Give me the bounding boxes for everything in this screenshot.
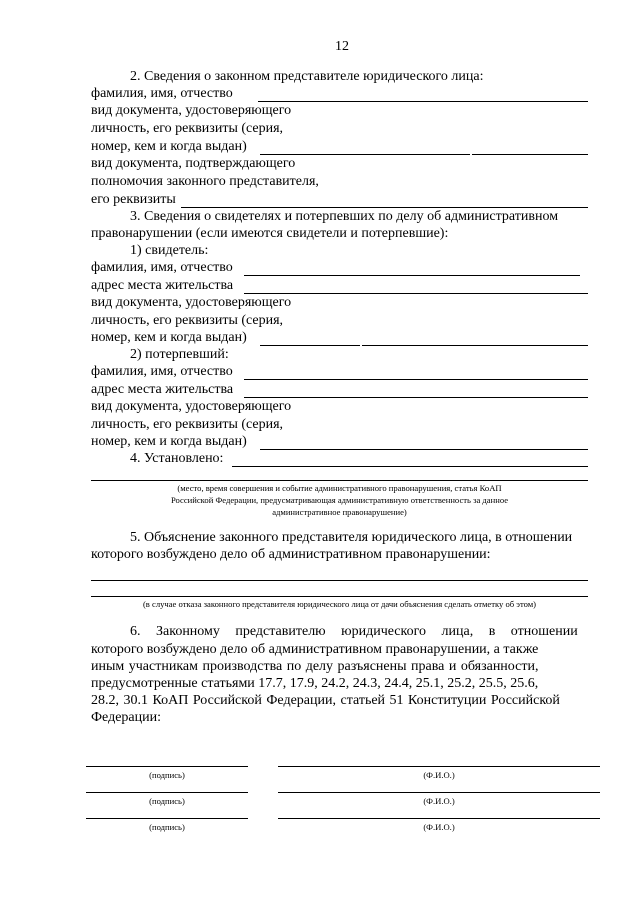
s2-doc-label-3: номер, кем и когда выдан) <box>91 139 247 154</box>
victim-address-label: адрес места жительства <box>91 382 234 397</box>
s2-doc-field-b[interactable] <box>472 154 588 155</box>
witness-address-field[interactable] <box>244 293 588 294</box>
s2-auth-label-2: полномочия законного представителя, <box>91 174 319 189</box>
page-number: 12 <box>335 39 349 54</box>
s4-field-1[interactable] <box>232 466 588 467</box>
s6-line-1: 6. Законному представителю юридического лица, в отношении <box>130 624 578 639</box>
victim-fio-field[interactable] <box>244 379 588 380</box>
fio-caption-1: (Ф.И.О.) <box>423 770 455 780</box>
s5-field-1[interactable] <box>91 580 588 581</box>
signature-line-3[interactable] <box>86 818 248 819</box>
witness-label: 1) свидетель: <box>130 243 209 258</box>
s4-note-2: Российской Федерации, предусматривающая административную ответственность за данное <box>170 495 509 505</box>
witness-doc-label-2: личность, его реквизиты (серия, <box>91 313 284 328</box>
section-5-heading-1: 5. Объяснение законного представителя юридического лица, в отношении <box>130 530 573 545</box>
s2-auth-label-3: его реквизиты <box>91 192 176 207</box>
victim-doc-field[interactable] <box>260 449 588 450</box>
s2-fio-field[interactable] <box>258 101 588 102</box>
signature-caption-2: (подпись) <box>149 796 185 806</box>
fio-caption-2: (Ф.И.О.) <box>423 796 455 806</box>
witness-doc-field-a[interactable] <box>260 345 360 346</box>
s2-auth-field[interactable] <box>181 207 588 208</box>
section-4-heading: 4. Установлено: <box>130 451 224 466</box>
signature-line-1[interactable] <box>86 766 248 767</box>
s6-line-6: Федерации: <box>91 710 162 725</box>
section-3-heading-2: правонарушении (если имеются свидетели и потерпевшие): <box>91 226 449 241</box>
s6-line-4: предусмотренные статьями 17.7, 17.9, 24.2, 24.3, 24.4, 25.1, 25.2, 25.5, 25.6, <box>91 676 539 691</box>
s2-doc-label-2: личность, его реквизиты (серия, <box>91 121 284 136</box>
witness-address-label: адрес места жительства <box>91 278 234 293</box>
witness-doc-label-1: вид документа, удостоверяющего <box>91 295 292 310</box>
s4-field-2[interactable] <box>91 480 588 481</box>
victim-doc-label-2: личность, его реквизиты (серия, <box>91 417 284 432</box>
victim-fio-label: фамилия, имя, отчество <box>91 364 233 379</box>
s2-auth-label-1: вид документа, подтверждающего <box>91 156 296 171</box>
victim-label: 2) потерпевший: <box>130 347 229 362</box>
section-3-heading-1: 3. Сведения о свидетелях и потерпевших по делу об административном <box>130 209 559 224</box>
victim-doc-label-3: номер, кем и когда выдан) <box>91 434 247 449</box>
witness-doc-label-3: номер, кем и когда выдан) <box>91 330 247 345</box>
witness-fio-label: фамилия, имя, отчество <box>91 260 233 275</box>
witness-fio-field[interactable] <box>244 275 580 276</box>
witness-doc-field-b[interactable] <box>362 345 588 346</box>
victim-address-field[interactable] <box>244 397 588 398</box>
s5-note: (в случае отказа законного представителя юридического лица от дачи объяснения сделать отметку об этом) <box>142 599 537 609</box>
s4-note-1: (место, время совершения и событие административного правонарушения, статья КоАП <box>177 483 502 493</box>
section-2-heading: 2. Сведения о законном представителе юридического лица: <box>130 69 484 84</box>
s2-doc-field-a[interactable] <box>260 154 470 155</box>
s2-fio-label: фамилия, имя, отчество <box>91 86 233 101</box>
victim-doc-label-1: вид документа, удостоверяющего <box>91 399 292 414</box>
signature-caption-3: (подпись) <box>149 822 185 832</box>
fio-line-2[interactable] <box>278 792 600 793</box>
fio-line-3[interactable] <box>278 818 600 819</box>
s2-doc-label-1: вид документа, удостоверяющего <box>91 103 292 118</box>
s5-field-2[interactable] <box>91 596 588 597</box>
fio-caption-3: (Ф.И.О.) <box>423 822 455 832</box>
signature-caption-1: (подпись) <box>149 770 185 780</box>
s6-line-2: которого возбуждено дело об административном правонарушении, а также <box>91 642 539 657</box>
s6-line-5: 28.2, 30.1 КоАП Российской Федерации, статьей 51 Конституции Российской <box>91 693 560 708</box>
signature-line-2[interactable] <box>86 792 248 793</box>
s6-line-3: иным участникам производства по делу разъяснены права и обязанности, <box>91 659 539 674</box>
section-5-heading-2: которого возбуждено дело об административном правонарушении: <box>91 547 491 562</box>
fio-line-1[interactable] <box>278 766 600 767</box>
s4-note-3: административное правонарушение) <box>272 507 407 517</box>
